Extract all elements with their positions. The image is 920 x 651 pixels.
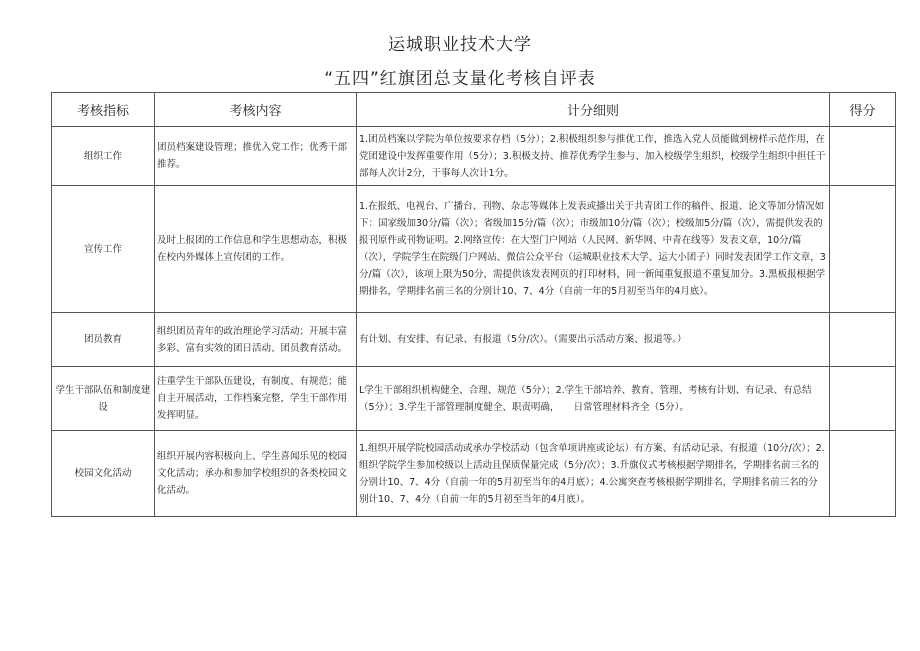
col-header-score: 得分 <box>830 93 896 127</box>
indicator-cell: 宣传工作 <box>52 186 155 313</box>
score-cell[interactable] <box>830 431 896 517</box>
table-row <box>52 431 896 517</box>
indicator-cell: 学生干部队伍和制度建设 <box>52 367 155 431</box>
indicator-cell: 团员教育 <box>52 313 155 367</box>
col-header-detail: 计分细则 <box>357 93 830 127</box>
table-row <box>52 313 896 367</box>
assessment-table <box>51 92 896 517</box>
table-row <box>52 367 896 431</box>
school-name: 运城职业技术大学 <box>388 35 532 55</box>
score-cell[interactable] <box>830 186 896 313</box>
detail-cell: L学生干部组织机构健全、合理、规范（5分）；2.学生干部培养、教育、管理、考核有计划、有记录、有总结（5分）；3.学生干部管理制度健全、职责明确， 日常管理材料齐全（5分）。 <box>357 367 830 431</box>
indicator-cell: 组织工作 <box>52 127 155 186</box>
score-cell[interactable] <box>830 367 896 431</box>
col-header-content: 考核内容 <box>155 93 357 127</box>
detail-cell: 有计划、有安排、有记录、有报道（5分/次）。（需要出示活动方案、报道等。） <box>357 313 830 367</box>
content-cell: 组织团员青年的政治理论学习活动；开展丰富多彩、富有实效的团日活动、团员教育活动。 <box>155 313 357 367</box>
content-cell: 团员档案建设管理；推优入党工作；优秀干部推荐。 <box>155 127 357 186</box>
col-header-indicator: 考核指标 <box>52 93 155 127</box>
indicator-cell: 校园文化活动 <box>52 431 155 517</box>
header-row <box>52 93 896 127</box>
score-cell[interactable] <box>830 127 896 186</box>
table-row <box>52 127 896 186</box>
detail-cell: 1.在报纸、电视台、广播台、刊物、杂志等媒体上发表或播出关于共青团工作的稿件、报道、论文等加分情况如下：国家级加30分/篇（次）；省级加15分/篇（次）；市级加10分/篇（次）；校级加5分/篇（次），需提供发表的报刊原件或刊物证明。2.网络宣传：在大型门户网站（人民网、新华网、中青在线等）发表文章，10分/篇（次），学院学生在院级门户网站、微信公众平台（运城职业技术大学、运大小团子）同时发表团学工作文章，3分/篇（次），该项上限为50分，需提供该发表网页的打印材料，同一新闻重复报道不重复加分。3.黑板报根据学期排名，学期排名前三名的分别计10、7、4分（自前一年的5月初至当年的4月底）。 <box>357 186 830 313</box>
form-title: “五四”红旗团总支量化考核自评表 <box>324 69 596 89</box>
table-row <box>52 186 896 313</box>
detail-cell: 1.组织开展学院校园活动或承办学校活动（包含单项讲座或论坛）有方案、有活动记录、有报道（10分/次）；2.组织学院学生参加校级以上活动且保质保量完成（5分/次）；3.升旗仪式考核根据学期排名，学期排名前三名的分别计10、7、4分（自前一年的5月初至当年的4月底）；4.公寓突查考核根据学期排名，学期排名前三名的分别计10、7、4分（自前一年的5月初至当年的4月底）。 <box>357 431 830 517</box>
content-cell: 组织开展内容积极向上、学生喜闻乐见的校园文化活动；承办和参加学校组织的各类校园文化活动。 <box>155 431 357 517</box>
score-cell[interactable] <box>830 313 896 367</box>
detail-cell: 1.团员档案以学院为单位按要求存档（5分）；2.积极组织参与推优工作，推选入党人员能做到榜样示范作用，在党团建设中发挥重要作用（5分）；3.积极支持、推荐优秀学生参与、加入校级学生组织，校级学生组织中担任干部每人次计2分，干事每人次计1分。 <box>357 127 830 186</box>
content-cell: 及时上报团的工作信息和学生思想动态，积极在校内外媒体上宣传团的工作。 <box>155 186 357 313</box>
content-cell: 注重学生干部队伍建设，有制度、有规范；能自主开展活动，工作档案完整，学生干部作用发挥明显。 <box>155 367 357 431</box>
